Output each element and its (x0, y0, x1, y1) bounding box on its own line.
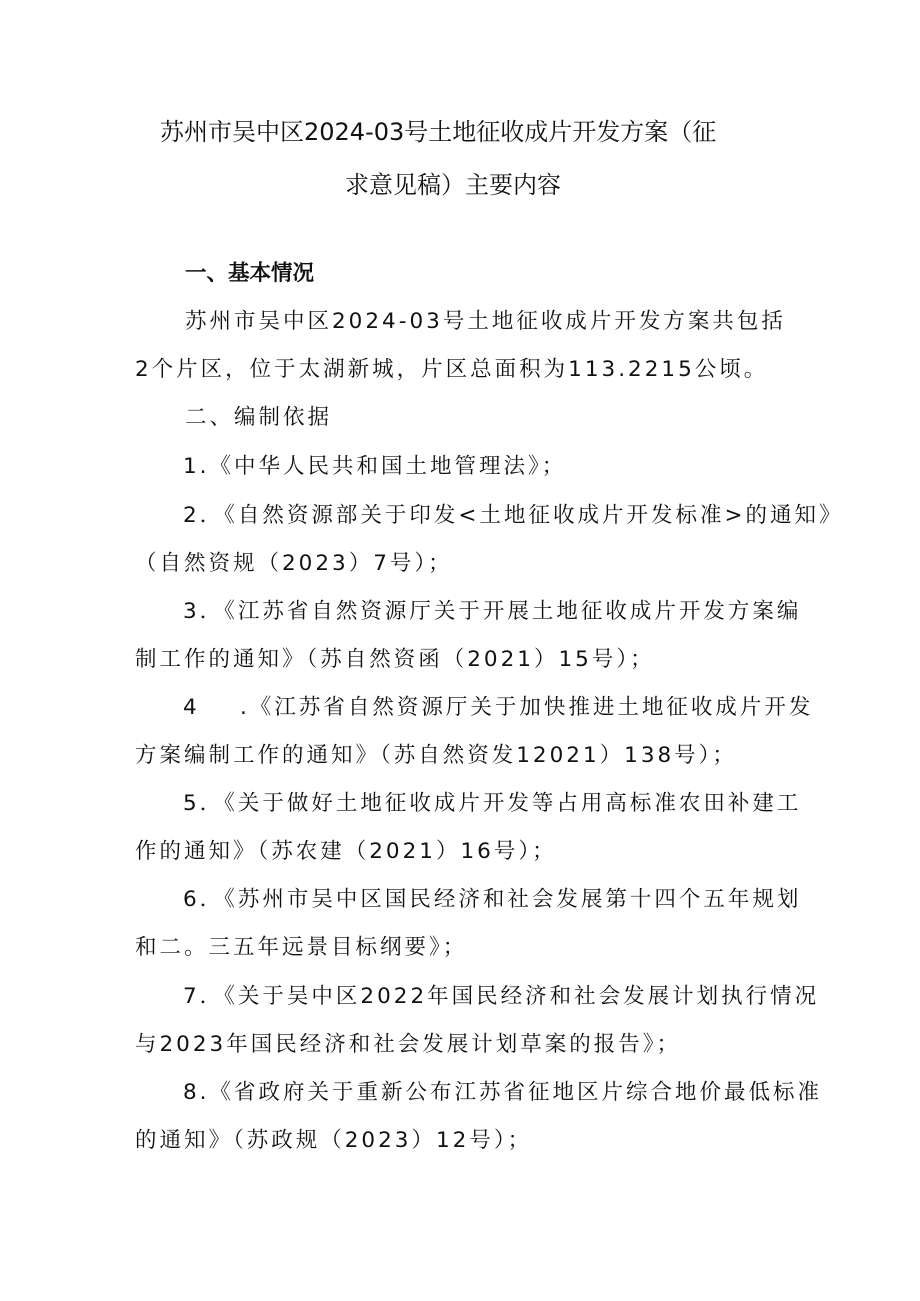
basis-item-4-line-2: 方案编制工作的通知》（苏自然资发12021）138号）； (135, 743, 737, 768)
basis-item-3-line-2: 制工作的通知》（苏自然资函（2021）15号）； (135, 647, 655, 672)
basis-item-6-line-2: 和二。三五年远景目标纲要》； (135, 935, 468, 960)
basis-item-4-number: 4 (183, 695, 200, 720)
basis-item-1-line-1: 1.《中华人民共和国土地管理法》； (183, 454, 567, 479)
basis-item-4-line-1: .《江苏省自然资源厅关于加快推进土地征收成片开发 (240, 695, 814, 720)
basis-item-7-line-1: 7．《关于吴中区2022年国民经济和社会发展计划执行情况 (183, 984, 820, 1009)
basis-item-5-line-2: 作的通知》（苏农建（2021）16号）； (135, 839, 557, 864)
basis-item-2-line-1: 2．《自然资源部关于印发<土地征收成片开发标准>的通知》 (183, 503, 844, 528)
document-title-line-1: 苏州市吴中区2024-03号土地征收成片开发方案（征 (160, 118, 717, 146)
basis-item-6-line-1: 6．《苏州市吴中区国民经济和社会发展第十四个五年规划 (183, 887, 802, 912)
section-heading-1: 一、基本情况 (185, 261, 315, 286)
basis-item-5-line-1: 5．《关于做好土地征收成片开发等占用高标准农田补建工 (183, 791, 802, 816)
basis-item-2-line-2: （自然资规（2023）7号）； (135, 551, 453, 576)
basis-item-3-line-1: 3．《江苏省自然资源厅关于开展土地征收成片开发方案编 (183, 599, 802, 624)
document-title-line-2: 求意见稿）主要内容 (345, 171, 561, 199)
section-1-paragraph-line-2: 2个片区，位于太湖新城，片区总面积为113.2215公顷。 (135, 357, 769, 382)
section-heading-2: 二、编制依据 (185, 405, 333, 430)
basis-item-8-line-2: 的通知》（苏政规（2023）12号）； (135, 1128, 533, 1153)
basis-item-8-line-1: 8.《省政府关于重新公布江苏省征地区片综合地价最低标准 (183, 1080, 823, 1105)
section-1-paragraph-line-1: 苏州市吴中区2024-03号土地征收成片开发方案共包括 (185, 309, 786, 334)
basis-item-7-line-2: 与2023年国民经济和社会发展计划草案的报告》； (135, 1032, 681, 1057)
